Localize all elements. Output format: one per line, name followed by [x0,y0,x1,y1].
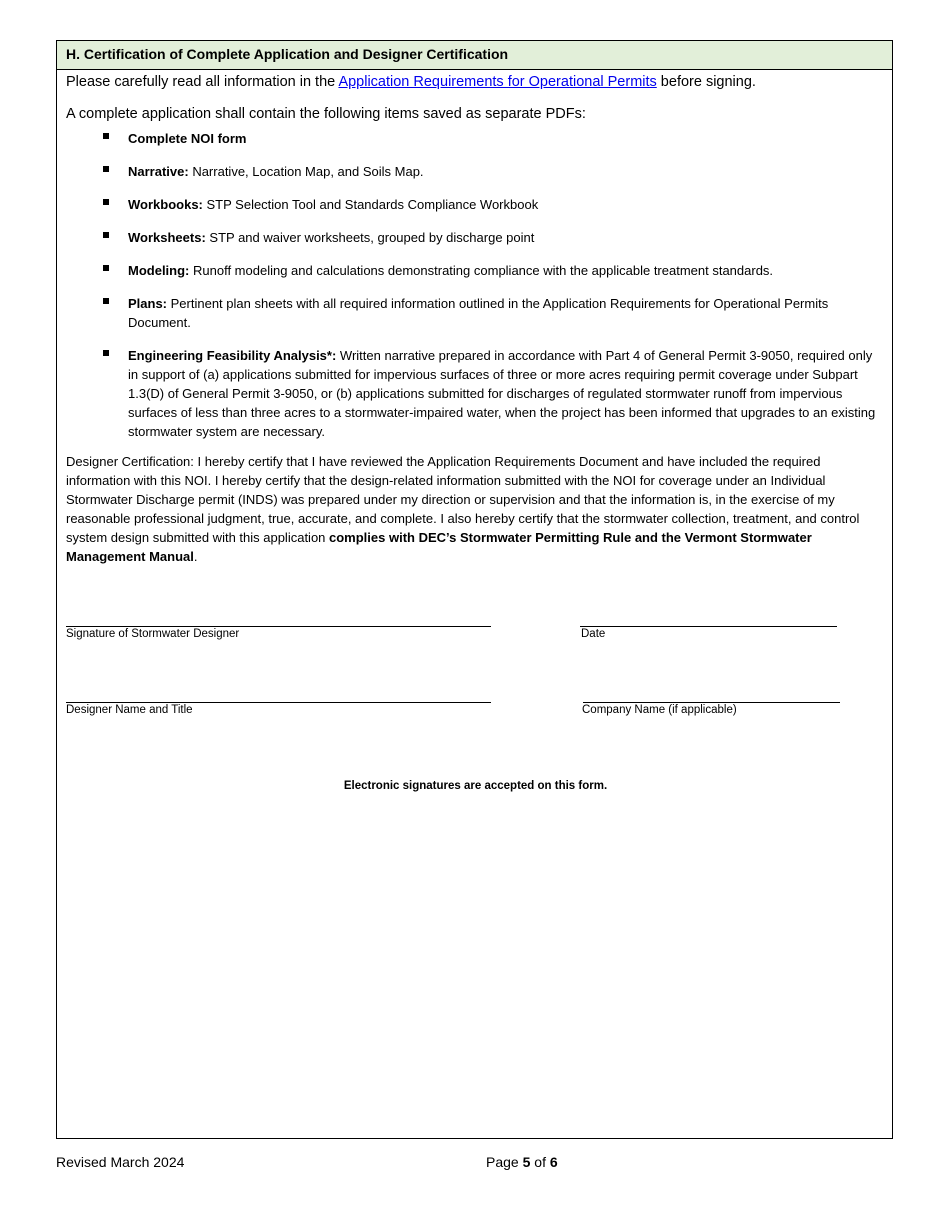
list-item [66,261,882,280]
signature-label: Signature of Stormwater Designer [66,628,240,640]
certification-end: . [193,549,198,564]
company-name-label: Company Name (if applicable) [582,704,737,716]
page-current: 5 [522,1154,531,1170]
bullet-icon [103,298,109,304]
item-text: Pertinent plan sheets with all required information outlined in the Application Requirements for Operational Permits Document. [128,296,829,330]
page-total: 6 [549,1154,558,1170]
intro-text-after: before signing. [656,74,756,90]
page-word: Page [486,1154,523,1170]
intro-text-before: Please carefully read all information in the [66,74,339,90]
item-label: Engineering Feasibility Analysis*: [128,348,337,363]
certification-bold: complies with DEC’s Stormwater Permitting Rule and the Vermont Stormwater Management Manual [66,530,812,564]
application-requirements-link[interactable]: Application Requirements for Operational Permits [338,74,657,90]
bullet-icon [103,199,109,205]
signature-block [57,566,892,792]
items-lead: A complete application shall contain the following items saved as separate PDFs: [66,106,586,122]
section-title: H. Certification of Complete Application and Designer Certification [57,41,892,70]
bullet-icon [103,232,109,238]
item-label: Plans: [128,296,168,311]
page-number [486,1154,558,1170]
date-label: Date [581,628,606,640]
item-label: Workbooks: [128,197,203,212]
certification-text: Designer Certification: I hereby certify that I have reviewed the Application Requirements Document and have included the required information with this NOI. I hereby certify that the design-related information submitted with the NOI for coverage under an Individual Stormwater Discharge permit (INDS) was prepared under my direction or supervision and that the information is, in the exercise of my reasonable professional judgment, true, accurate, and complete. I also hereby certify that the stormwater collection, treatment, and control system design submitted with this application [66,454,860,545]
item-label: Modeling: [128,263,190,278]
electronic-signature-note: Electronic signatures are accepted on this form. [343,780,608,792]
item-text: Runoff modeling and calculations demonstrating compliance with the applicable treatment standards. [189,263,774,278]
item-text: STP Selection Tool and Standards Compliance Workbook [202,197,539,212]
item-label: Complete NOI form [128,131,247,146]
company-name-line[interactable] [583,702,840,703]
of-word: of [530,1154,550,1170]
list-item [66,346,882,441]
list-item [66,129,882,148]
designer-name-line[interactable] [66,702,491,703]
item-text: STP and waiver worksheets, grouped by discharge point [205,230,535,245]
required-items-list [66,129,882,441]
item-label: Narrative: [128,164,189,179]
bullet-icon [103,265,109,271]
intro-paragraph [66,72,882,92]
item-text: Narrative, Location Map, and Soils Map. [188,164,424,179]
bullet-icon [103,166,109,172]
revision-date: Revised March 2024 [56,1154,185,1170]
date-line[interactable] [580,626,837,627]
item-text: Written narrative prepared in accordance with Part 4 of General Permit 3-9050, required only in support of (a) applications submitted for impervious surfaces of three or more acres requiring permit coverage under Subpart 1.3(D) of General Permit 3-9050, or (b) applications submitted for discharges of regulated stormwater runoff from impervious surfaces of less than three acres to a stormwater-impaired water, when the project has been informed that upgrades to an existing stormwater system are necessary. [128,348,876,439]
list-item [66,162,882,181]
designer-name-label: Designer Name and Title [66,704,193,716]
list-item [66,195,882,214]
bullet-icon [103,133,109,139]
list-item [66,228,882,247]
bullet-icon [103,350,109,356]
signature-line[interactable] [66,626,491,627]
certification-section [56,40,893,1139]
designer-certification [66,452,882,566]
list-item [66,294,882,332]
item-label: Worksheets: [128,230,206,245]
